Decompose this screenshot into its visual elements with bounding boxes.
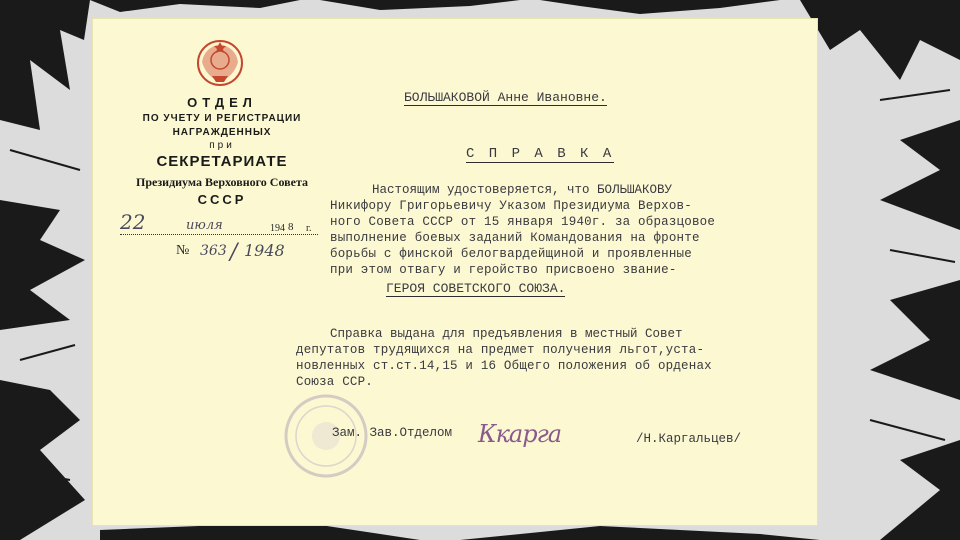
- award-title: ГЕРОЯ СОВЕТСКОГО СОЮЗА.: [386, 281, 566, 296]
- dept-title: ОТДЕЛ: [187, 95, 257, 110]
- dept-line-3: НАГРАЖДЕННЫХ: [172, 127, 272, 138]
- purpose-line-2: депутатов трудящихся на предмет получения льгот,уста-: [296, 343, 705, 357]
- date-g: г.: [306, 223, 312, 234]
- dept-line-4: при: [209, 140, 235, 151]
- date-day: 22: [120, 210, 146, 234]
- body-line-5: борьбы с финской белогвардейщиной и проявленные: [330, 247, 692, 261]
- body-line-4: выполнение боевых заданий Командования на фронте: [330, 231, 700, 245]
- document-title: С П Р А В К А: [466, 146, 615, 162]
- number-slash: /: [230, 240, 238, 265]
- dept-line-5: СЕКРЕТАРИАТЕ: [156, 153, 288, 170]
- number-value: 363: [200, 243, 227, 259]
- body-line-6: при этом отвагу и геройство присвоено звание-: [330, 263, 677, 277]
- body-line-2: Никифору Григорьевичу Указом Президиума Верхов-: [330, 199, 692, 213]
- date-year-prefix: 194: [270, 223, 285, 234]
- purpose-line-1: Справка выдана для предъявления в местный Совет: [330, 327, 683, 341]
- purpose-line-3: новленных ст.ст.14,15 и 16 Общего положения об орденах: [296, 359, 712, 373]
- signature-position: Зам. Зав.Отделом: [332, 426, 453, 440]
- signatory-name: /Н.Каргальцев/: [636, 432, 742, 446]
- dept-line-7: СССР: [197, 192, 247, 207]
- dept-line-2: ПО УЧЕТУ И РЕГИСТРАЦИИ: [142, 113, 302, 124]
- handwritten-signature: Ккарга: [478, 420, 562, 448]
- date-month: июля: [186, 218, 223, 233]
- date-year-digit: 8: [288, 221, 294, 233]
- ussr-emblem-icon: [194, 36, 246, 88]
- purpose-line-4: Союза ССР.: [296, 375, 374, 389]
- date-underline: [120, 234, 318, 235]
- dept-line-6: Президиума Верховного Совета: [136, 175, 308, 189]
- number-year: 1948: [244, 241, 285, 260]
- number-sign: №: [176, 243, 190, 258]
- body-line-3: ного Совета СССР от 15 января 1940г. за образцовое: [330, 215, 716, 229]
- addressee: БОЛЬШАКОВОЙ Анне Ивановне.: [404, 90, 607, 105]
- body-line-1: Настоящим удостоверяется, что БОЛЬШАКОВУ: [372, 183, 673, 197]
